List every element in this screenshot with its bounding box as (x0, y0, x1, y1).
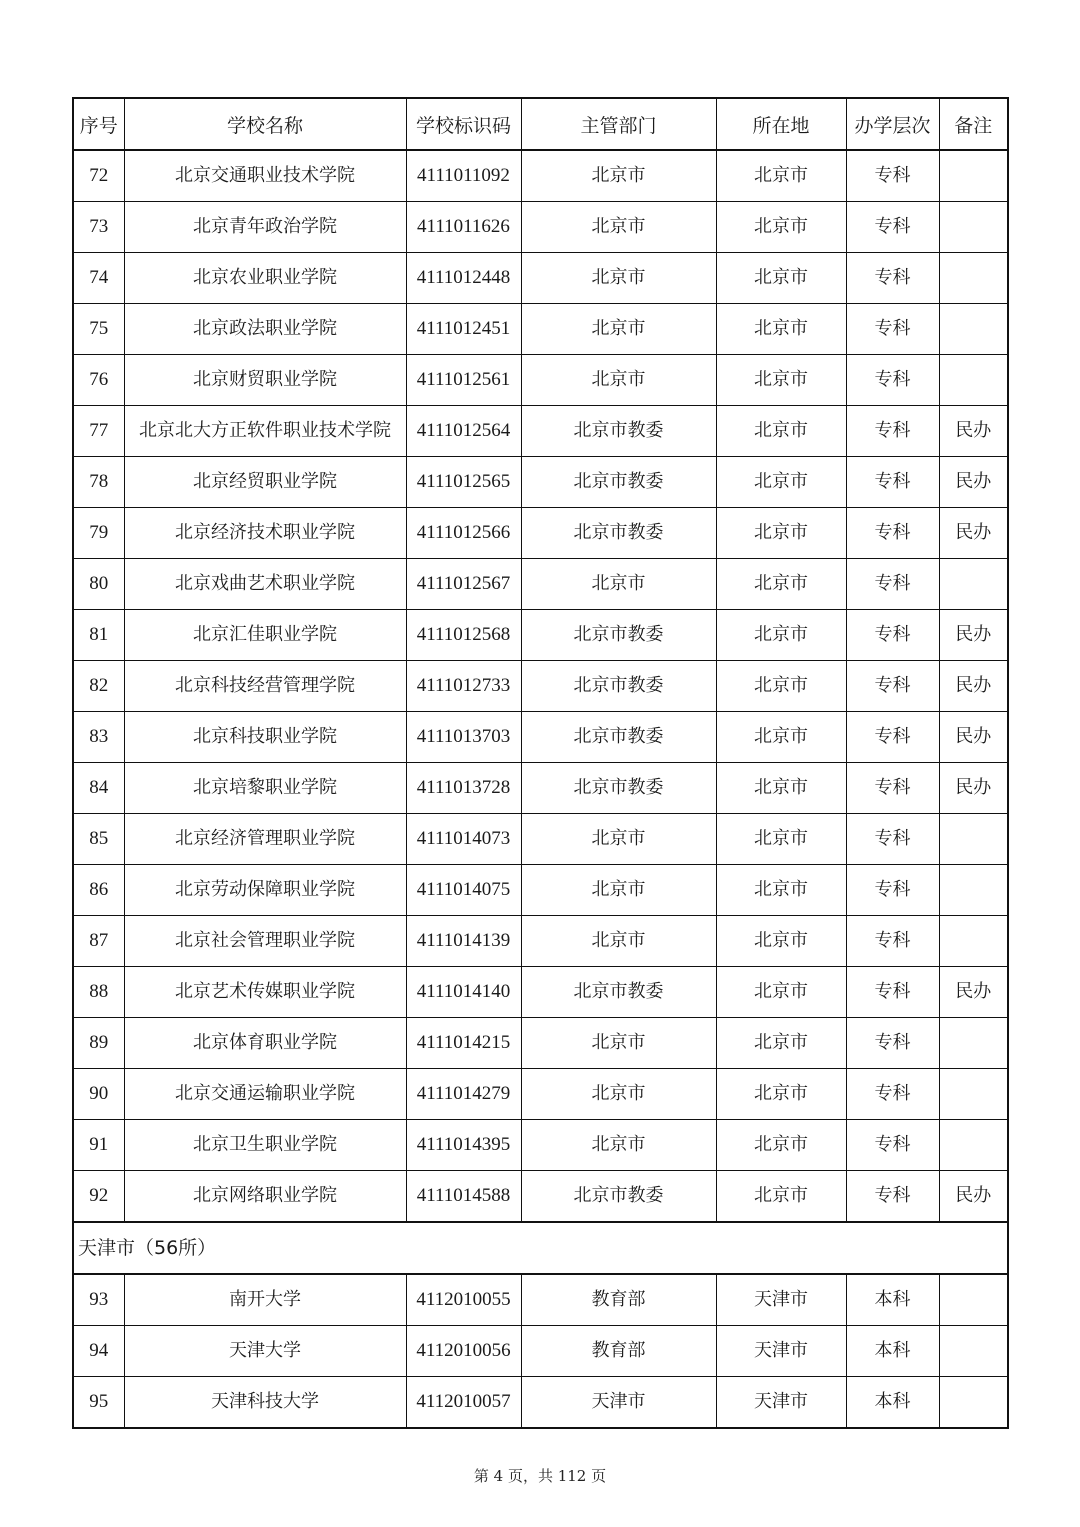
cell-note (939, 1120, 1008, 1171)
cell-seq: 89 (73, 1018, 124, 1069)
table-row (73, 712, 1008, 763)
cell-level: 本科 (846, 1326, 939, 1377)
cell-school-name: 北京经济技术职业学院 (124, 508, 406, 559)
cell-location: 北京市 (716, 559, 846, 610)
cell-department: 北京市 (521, 814, 716, 865)
cell-note (939, 865, 1008, 916)
table-row (73, 1120, 1008, 1171)
cell-seq: 95 (73, 1377, 124, 1429)
cell-location: 北京市 (716, 1120, 846, 1171)
cell-location: 北京市 (716, 457, 846, 508)
cell-location: 北京市 (716, 1171, 846, 1223)
cell-department: 天津市 (521, 1377, 716, 1429)
cell-level: 专科 (846, 661, 939, 712)
cell-level: 专科 (846, 1120, 939, 1171)
cell-note (939, 1274, 1008, 1326)
cell-level: 专科 (846, 406, 939, 457)
cell-school-code: 4111014140 (406, 967, 521, 1018)
cell-note: 民办 (939, 712, 1008, 763)
cell-seq: 92 (73, 1171, 124, 1223)
cell-school-name: 北京戏曲艺术职业学院 (124, 559, 406, 610)
cell-level: 专科 (846, 865, 939, 916)
cell-school-code: 4112010057 (406, 1377, 521, 1429)
cell-location: 天津市 (716, 1274, 846, 1326)
cell-seq: 83 (73, 712, 124, 763)
cell-level: 专科 (846, 304, 939, 355)
cell-school-code: 4111013703 (406, 712, 521, 763)
table-row (73, 763, 1008, 814)
cell-location: 北京市 (716, 253, 846, 304)
cell-note (939, 202, 1008, 253)
table-row (73, 661, 1008, 712)
cell-school-code: 4111012733 (406, 661, 521, 712)
cell-seq: 85 (73, 814, 124, 865)
cell-location: 北京市 (716, 355, 846, 406)
table-row (73, 355, 1008, 406)
table-row (73, 1377, 1008, 1429)
cell-note (939, 1377, 1008, 1429)
cell-school-code: 4111014395 (406, 1120, 521, 1171)
cell-school-code: 4111013728 (406, 763, 521, 814)
cell-school-code: 4111012565 (406, 457, 521, 508)
header-school-code: 学校标识码 (406, 98, 521, 150)
cell-school-code: 4112010055 (406, 1274, 521, 1326)
cell-department: 北京市教委 (521, 610, 716, 661)
cell-department: 北京市 (521, 1069, 716, 1120)
cell-seq: 93 (73, 1274, 124, 1326)
cell-level: 专科 (846, 355, 939, 406)
school-list-table (72, 97, 1009, 1429)
cell-school-name: 北京科技职业学院 (124, 712, 406, 763)
cell-school-name: 北京交通运输职业学院 (124, 1069, 406, 1120)
cell-seq: 77 (73, 406, 124, 457)
cell-department: 北京市教委 (521, 763, 716, 814)
cell-department: 北京市 (521, 1120, 716, 1171)
cell-school-code: 4111014073 (406, 814, 521, 865)
cell-location: 北京市 (716, 814, 846, 865)
cell-level: 专科 (846, 763, 939, 814)
cell-school-name: 北京经贸职业学院 (124, 457, 406, 508)
cell-school-name: 北京交通职业技术学院 (124, 150, 406, 202)
cell-department: 北京市教委 (521, 1171, 716, 1223)
cell-department: 北京市教委 (521, 457, 716, 508)
cell-school-name: 北京经济管理职业学院 (124, 814, 406, 865)
table-row (73, 967, 1008, 1018)
cell-note: 民办 (939, 457, 1008, 508)
table-row (73, 406, 1008, 457)
table-row (73, 1171, 1008, 1223)
cell-level: 专科 (846, 1069, 939, 1120)
table-row (73, 150, 1008, 202)
cell-seq: 81 (73, 610, 124, 661)
cell-department: 北京市 (521, 916, 716, 967)
table-row (73, 610, 1008, 661)
cell-note: 民办 (939, 1171, 1008, 1223)
cell-level: 专科 (846, 916, 939, 967)
cell-department: 北京市 (521, 559, 716, 610)
cell-seq: 73 (73, 202, 124, 253)
cell-level: 专科 (846, 712, 939, 763)
cell-seq: 91 (73, 1120, 124, 1171)
header-seq: 序号 (73, 98, 124, 150)
header-note: 备注 (939, 98, 1008, 150)
cell-location: 北京市 (716, 916, 846, 967)
cell-seq: 88 (73, 967, 124, 1018)
cell-school-code: 4111012567 (406, 559, 521, 610)
cell-location: 北京市 (716, 610, 846, 661)
cell-note: 民办 (939, 508, 1008, 559)
cell-school-name: 北京青年政治学院 (124, 202, 406, 253)
cell-school-name: 北京培黎职业学院 (124, 763, 406, 814)
cell-seq: 76 (73, 355, 124, 406)
cell-location: 北京市 (716, 304, 846, 355)
table-row (73, 304, 1008, 355)
cell-department: 北京市教委 (521, 967, 716, 1018)
cell-department: 北京市教委 (521, 406, 716, 457)
cell-note (939, 1326, 1008, 1377)
cell-department: 北京市 (521, 865, 716, 916)
cell-location: 北京市 (716, 865, 846, 916)
cell-seq: 86 (73, 865, 124, 916)
cell-school-name: 北京财贸职业学院 (124, 355, 406, 406)
cell-school-name: 北京北大方正软件职业技术学院 (124, 406, 406, 457)
cell-school-code: 4111011092 (406, 150, 521, 202)
cell-school-code: 4111012568 (406, 610, 521, 661)
cell-level: 专科 (846, 967, 939, 1018)
header-department: 主管部门 (521, 98, 716, 150)
cell-seq: 78 (73, 457, 124, 508)
cell-school-name: 北京体育职业学院 (124, 1018, 406, 1069)
cell-seq: 74 (73, 253, 124, 304)
table-row (73, 814, 1008, 865)
cell-note (939, 916, 1008, 967)
cell-school-name: 北京社会管理职业学院 (124, 916, 406, 967)
cell-level: 专科 (846, 253, 939, 304)
cell-note (939, 253, 1008, 304)
cell-seq: 72 (73, 150, 124, 202)
cell-location: 天津市 (716, 1377, 846, 1429)
cell-school-name: 北京网络职业学院 (124, 1171, 406, 1223)
table-body (73, 150, 1008, 1428)
cell-level: 专科 (846, 559, 939, 610)
cell-school-name: 天津大学 (124, 1326, 406, 1377)
cell-note: 民办 (939, 610, 1008, 661)
cell-note: 民办 (939, 661, 1008, 712)
cell-note (939, 304, 1008, 355)
cell-note (939, 559, 1008, 610)
header-level: 办学层次 (846, 98, 939, 150)
cell-location: 北京市 (716, 1018, 846, 1069)
cell-school-code: 4111012566 (406, 508, 521, 559)
cell-seq: 75 (73, 304, 124, 355)
header-location: 所在地 (716, 98, 846, 150)
cell-level: 本科 (846, 1377, 939, 1429)
cell-school-code: 4111014588 (406, 1171, 521, 1223)
cell-school-name: 北京卫生职业学院 (124, 1120, 406, 1171)
cell-school-name: 北京汇佳职业学院 (124, 610, 406, 661)
cell-note (939, 1069, 1008, 1120)
cell-level: 专科 (846, 508, 939, 559)
cell-location: 北京市 (716, 508, 846, 559)
cell-school-code: 4111014215 (406, 1018, 521, 1069)
table-row (73, 559, 1008, 610)
cell-department: 北京市 (521, 150, 716, 202)
cell-note: 民办 (939, 967, 1008, 1018)
cell-school-code: 4111014139 (406, 916, 521, 967)
table-row (73, 1274, 1008, 1326)
cell-school-code: 4112010056 (406, 1326, 521, 1377)
cell-department: 北京市教委 (521, 661, 716, 712)
table-row (73, 916, 1008, 967)
cell-location: 北京市 (716, 712, 846, 763)
cell-level: 专科 (846, 457, 939, 508)
cell-location: 北京市 (716, 661, 846, 712)
cell-level: 专科 (846, 610, 939, 661)
cell-seq: 87 (73, 916, 124, 967)
cell-location: 天津市 (716, 1326, 846, 1377)
cell-seq: 94 (73, 1326, 124, 1377)
cell-school-code: 4111012564 (406, 406, 521, 457)
cell-department: 教育部 (521, 1274, 716, 1326)
cell-department: 北京市 (521, 253, 716, 304)
cell-level: 专科 (846, 814, 939, 865)
cell-location: 北京市 (716, 1069, 846, 1120)
table-row (73, 457, 1008, 508)
cell-note: 民办 (939, 406, 1008, 457)
cell-school-code: 4111014075 (406, 865, 521, 916)
cell-note (939, 1018, 1008, 1069)
cell-school-name: 北京政法职业学院 (124, 304, 406, 355)
table-row (73, 1018, 1008, 1069)
cell-department: 北京市 (521, 355, 716, 406)
cell-level: 本科 (846, 1274, 939, 1326)
cell-note (939, 150, 1008, 202)
cell-note (939, 814, 1008, 865)
cell-school-code: 4111011626 (406, 202, 521, 253)
cell-department: 北京市 (521, 1018, 716, 1069)
table-row (73, 508, 1008, 559)
cell-department: 北京市 (521, 202, 716, 253)
cell-location: 北京市 (716, 406, 846, 457)
cell-school-name: 南开大学 (124, 1274, 406, 1326)
cell-school-name: 北京艺术传媒职业学院 (124, 967, 406, 1018)
cell-seq: 84 (73, 763, 124, 814)
cell-location: 北京市 (716, 150, 846, 202)
section-row-tianjin (73, 1222, 1008, 1274)
cell-seq: 90 (73, 1069, 124, 1120)
cell-school-code: 4111012448 (406, 253, 521, 304)
cell-department: 北京市 (521, 304, 716, 355)
table-row (73, 865, 1008, 916)
table-row (73, 253, 1008, 304)
cell-school-code: 4111012451 (406, 304, 521, 355)
cell-seq: 79 (73, 508, 124, 559)
cell-department: 北京市教委 (521, 712, 716, 763)
cell-school-code: 4111012561 (406, 355, 521, 406)
cell-note: 民办 (939, 763, 1008, 814)
cell-department: 教育部 (521, 1326, 716, 1377)
cell-school-name: 北京科技经营管理学院 (124, 661, 406, 712)
header-school-name: 学校名称 (124, 98, 406, 150)
cell-seq: 80 (73, 559, 124, 610)
cell-location: 北京市 (716, 202, 846, 253)
cell-level: 专科 (846, 202, 939, 253)
page-footer: 第 4 页，共 112 页 (473, 1467, 607, 1485)
table-row (73, 202, 1008, 253)
cell-level: 专科 (846, 1171, 939, 1223)
cell-school-name: 北京劳动保障职业学院 (124, 865, 406, 916)
cell-note (939, 355, 1008, 406)
table-row (73, 1326, 1008, 1377)
cell-location: 北京市 (716, 967, 846, 1018)
cell-level: 专科 (846, 150, 939, 202)
cell-department: 北京市教委 (521, 508, 716, 559)
section-title: 天津市（56所） (73, 1222, 1008, 1274)
cell-level: 专科 (846, 1018, 939, 1069)
cell-school-name: 天津科技大学 (124, 1377, 406, 1429)
table-header-row (73, 98, 1008, 150)
cell-seq: 82 (73, 661, 124, 712)
table-row (73, 1069, 1008, 1120)
cell-school-name: 北京农业职业学院 (124, 253, 406, 304)
cell-school-code: 4111014279 (406, 1069, 521, 1120)
cell-location: 北京市 (716, 763, 846, 814)
